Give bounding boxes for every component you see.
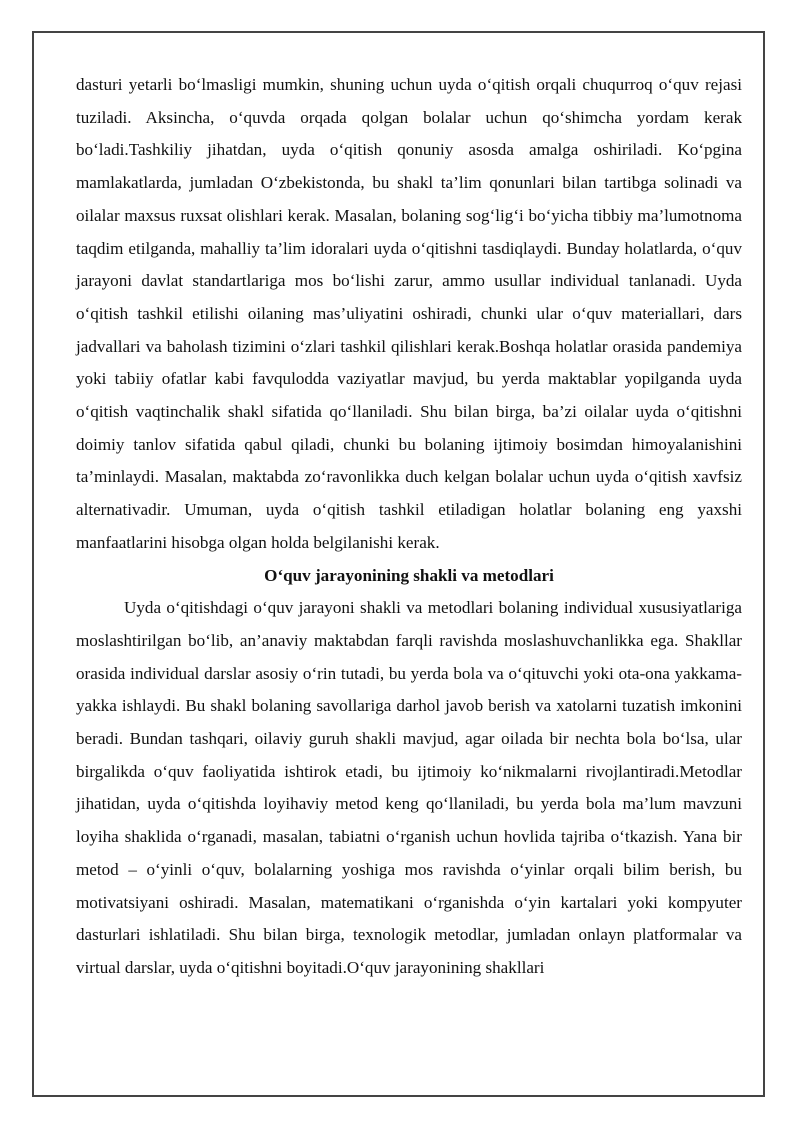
document-body [76, 69, 742, 985]
body-paragraph: Uyda o‘qitishdagi o‘quv jarayoni shakli va metodlari bolaning individual xususiyatlariga moslashtirilgan bo‘lib, an’anaviy maktabdan farqli ravishda moslashuvchanlikka ega. Shakllar orasida individual darslar asosiy o‘rin tutadi, bu yerda bola va o‘qituvchi yoki ota-ona yakkama-yakka ishlaydi. Bu shakl bolaning savollariga darhol javob berish va xatolarni tuzatish imkonini beradi. Bundan tashqari, oilaviy guruh shakli mavjud, agar oilada bir nechta bola bo‘lsa, ular birgalikda o‘quv faoliyatida ishtirok etadi, bu ijtimoiy ko‘nikmalarni rivojlantiradi.Metodlar jihatidan, uyda o‘qitishda loyihaviy metod keng qo‘llaniladi, bu yerda bola ma’lum mavzuni loyiha shaklida o‘rganadi, masalan, tabiatni o‘rganish uchun hovlida tajriba o‘tkazish. Yana bir metod – o‘yinli o‘quv, bolalarning yoshiga mos ravishda o‘yinlar orqali bilim berish, bu motivatsiyani oshiradi. Masalan, matematikani o‘rganishda o‘yin kartalari yoki kompyuter dasturlari ishlatiladi. Shu bilan birga, texnologik metodlar, jumladan onlayn platformalar va virtual darslar, uyda o‘qitishni boyitadi.O‘quv jarayonining shakllari [76, 598, 742, 977]
section-heading: O‘quv jarayonining shakli va metodlari [264, 565, 554, 585]
body-paragraph: dasturi yetarli bo‘lmasligi mumkin, shuning uchun uyda o‘qitish orqali chuqurroq o‘quv rejasi tuziladi. Aksincha, o‘quvda orqada qolgan bolalar uchun qo‘shimcha yordam kerak bo‘ladi.Tashkiliy jihatdan, uyda o‘qitish qonuniy asosda amalga oshiriladi. Ko‘pgina mamlakatlarda, jumladan O‘zbekistonda, bu shakl ta’lim qonunlari bilan tartibga solinadi va oilalar maxsus ruxsat olishlari kerak. Masalan, bolaning sog‘lig‘i bo‘yicha tibbiy ma’lumotnoma taqdim etilganda, mahalliy ta’lim idoralari uyda o‘qitishni tasdiqlaydi. Bunday holatlarda, o‘quv jarayoni davlat standartlariga mos bo‘lishi zarur, ammo usullar individual tanlanadi. Uyda o‘qitish tashkil etilishi oilaning mas’uliyatini oshiradi, chunki ular o‘quv materiallari, dars jadvallari va baholash tizimini o‘zlari tashkil qilishlari kerak.Boshqa holatlar orasida pandemiya yoki tabiiy ofatlar kabi favqulodda vaziyatlar mavjud, bu yerda maktablar yopilganda uyda o‘qitish vaqtinchalik shakl sifatida qo‘llaniladi. Shu bilan birga, ba’zi oilalar uyda o‘qitishni doimiy tanlov sifatida qabul qiladi, chunki bu bolaning ijtimoiy bosimdan himoyalanishini ta’minlaydi. Masalan, maktabda zo‘ravonlikka duch kelgan bolalar uchun uyda o‘qitish xavfsiz alternativadir. Umuman, uyda o‘qitish tashkil etiladigan holatlar bolaning eng yaxshi manfaatlarini hisobga olgan holda belgilanishi kerak. [76, 75, 742, 552]
